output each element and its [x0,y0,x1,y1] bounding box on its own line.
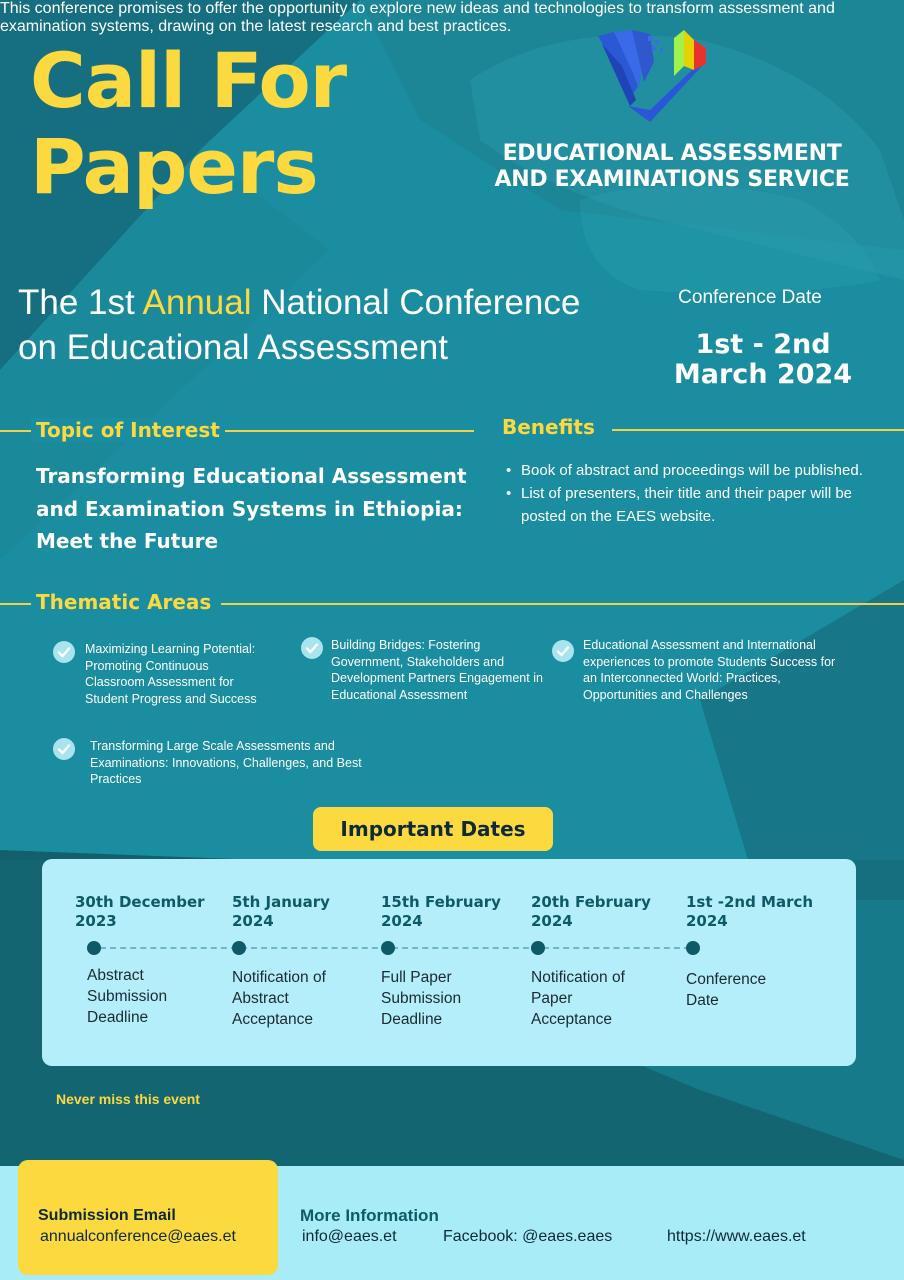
timeline-date-line: 2024 [686,912,728,930]
website-link[interactable]: https://www.eaes.et [667,1228,806,1245]
thematic-line: Maximizing Learning Potential: [85,642,256,656]
thematic-line: Transforming Large Scale Assessments and [90,739,335,753]
timeline-desc-line: Acceptance [531,1011,612,1028]
thematic-area-2 [331,637,561,703]
timeline-desc-4 [531,967,625,1030]
timeline-connector [100,947,690,949]
thematic-area-1 [85,641,285,707]
conference-title-part-2: National Conference [251,283,581,322]
timeline-desc-line: Deadline [381,1011,443,1028]
topic-line-1: Transforming Educational Assessment [36,464,467,488]
thematic-line: Opportunities and Challenges [583,687,748,702]
timeline-desc-line: Date [686,992,719,1009]
benefits-heading: Benefits [502,415,595,439]
thematic-line: Student Progress and Success [85,691,257,706]
checkmark-icon [53,738,75,760]
timeline-desc-1 [87,965,167,1028]
thematic-line: Government, Stakeholders and [331,654,505,669]
benefit-text-line-1: • List of presenters, their title and their paper will be [521,485,853,502]
thematic-line: Classroom Assessment for [85,675,234,689]
timeline-date-4 [531,893,651,931]
title-line-2: Papers [30,122,318,211]
benefit-text: Book of abstract and proceedings will be published. [521,462,863,479]
timeline-desc-line: Full Paper [381,969,452,986]
conference-title [18,280,638,370]
benefits-list [504,459,894,528]
thematic-line: Practices [90,772,142,786]
timeline-dot [87,941,101,955]
timeline-date-line: 15th February [381,893,501,911]
thematic-area-4 [90,738,390,788]
page-title [30,38,450,210]
timeline-desc-5 [686,969,766,1011]
never-miss-label: Never miss this event [56,1091,200,1107]
benefit-item [504,459,894,482]
timeline-date-line: 2024 [531,912,573,930]
org-line-1: EDUCATIONAL ASSESSMENT [502,141,842,166]
important-dates-heading: Important Dates [313,807,553,851]
topic-text [36,460,486,558]
thematic-line: Educational Assessment [331,687,468,702]
timeline-desc-2 [232,967,326,1030]
submission-email-label: Submission Email [38,1207,176,1224]
conference-date-value [648,330,878,390]
thematic-line: an Interconnected World: Practices, [583,671,781,685]
timeline-dot [531,941,545,955]
submission-email-link[interactable]: annualconference@eaes.et [40,1228,236,1245]
thematic-line: Promoting Continuous [85,658,209,673]
timeline-date-5 [686,893,813,931]
checkmark-icon [301,637,323,659]
timeline-date-line: 2024 [381,912,423,930]
facebook-link[interactable]: Facebook: @eaes.eaes [443,1228,613,1245]
timeline-desc-line: Abstract [232,990,289,1007]
thematic-line: Development Partners Engagement in [331,671,543,685]
timeline-desc-line: Notification of [232,969,326,986]
benefit-text-line-2: posted on the EAES website. [521,508,716,525]
thematic-line: experiences to promote Students Success for [583,654,836,669]
timeline-date-line: 30th December [75,893,205,911]
promo-line-2: examination systems, drawing on the latest research and best practices. [0,18,512,35]
timeline-panel [42,859,856,1066]
timeline-desc-line: Acceptance [232,1011,313,1028]
org-line-2: AND EXAMINATIONS SERVICE [494,167,850,192]
timeline-desc-line: Conference [686,971,767,988]
topic-line-2: and Examination Systems in Ethiopia: [36,496,463,521]
promo-line-1: This conference promises to offer the opportunity to explore new ideas and technologies to transform assessment and [0,0,835,17]
timeline-date-line: 5th January [232,893,330,911]
timeline-desc-line: Abstract [87,967,144,984]
conference-date-label: Conference Date [678,287,822,308]
thematic-line: Building Bridges: Fostering [331,638,481,652]
timeline-desc-line: Notification of [531,969,625,986]
timeline-dot [232,941,246,955]
conference-date-line-2: March 2024 [673,359,853,390]
benefit-item [504,482,894,528]
timeline-desc-line: Deadline [87,1009,149,1026]
timeline-desc-line: Submission [87,988,168,1005]
promo-text [0,0,835,36]
timeline-date-1 [75,893,205,931]
title-line-1: Call For [30,36,347,125]
timeline-desc-line: Submission [381,990,462,1007]
checkmark-icon [53,641,75,663]
timeline-date-line: 2023 [75,912,117,930]
checkmark-icon [552,640,574,662]
timeline-dot [381,941,395,955]
timeline-date-3 [381,893,501,931]
timeline-desc-line: Paper [531,990,573,1007]
thematic-heading: Thematic Areas [31,590,221,614]
timeline-date-2 [232,893,330,931]
thematic-line: Examinations: Innovations, Challenges, and Best [90,755,362,770]
timeline-desc-3 [381,967,461,1030]
more-information-label: More Information [300,1206,439,1225]
conference-title-highlight: Annual [142,283,252,322]
topic-line-3: Meet the Future [36,529,219,553]
conference-title-line-2: on Educational Assessment [18,328,448,367]
benefits-divider [612,429,904,431]
timeline-date-line: 1st -2nd March [686,893,814,911]
timeline-dot [686,941,700,955]
conference-title-line-1 [18,280,638,325]
organization-name [462,141,882,193]
conference-date-line-1: 1st - 2nd [695,329,831,360]
timeline-date-line: 2024 [232,912,274,930]
topic-heading: Topic of Interest [31,418,225,442]
eaes-logo-icon [592,26,718,126]
thematic-area-3 [583,637,883,703]
info-email-link[interactable]: info@eaes.et [302,1228,397,1245]
thematic-line: Educational Assessment and International [583,638,816,652]
conference-title-part-1: The 1st [18,283,143,322]
timeline-date-line: 20th February [531,893,651,911]
